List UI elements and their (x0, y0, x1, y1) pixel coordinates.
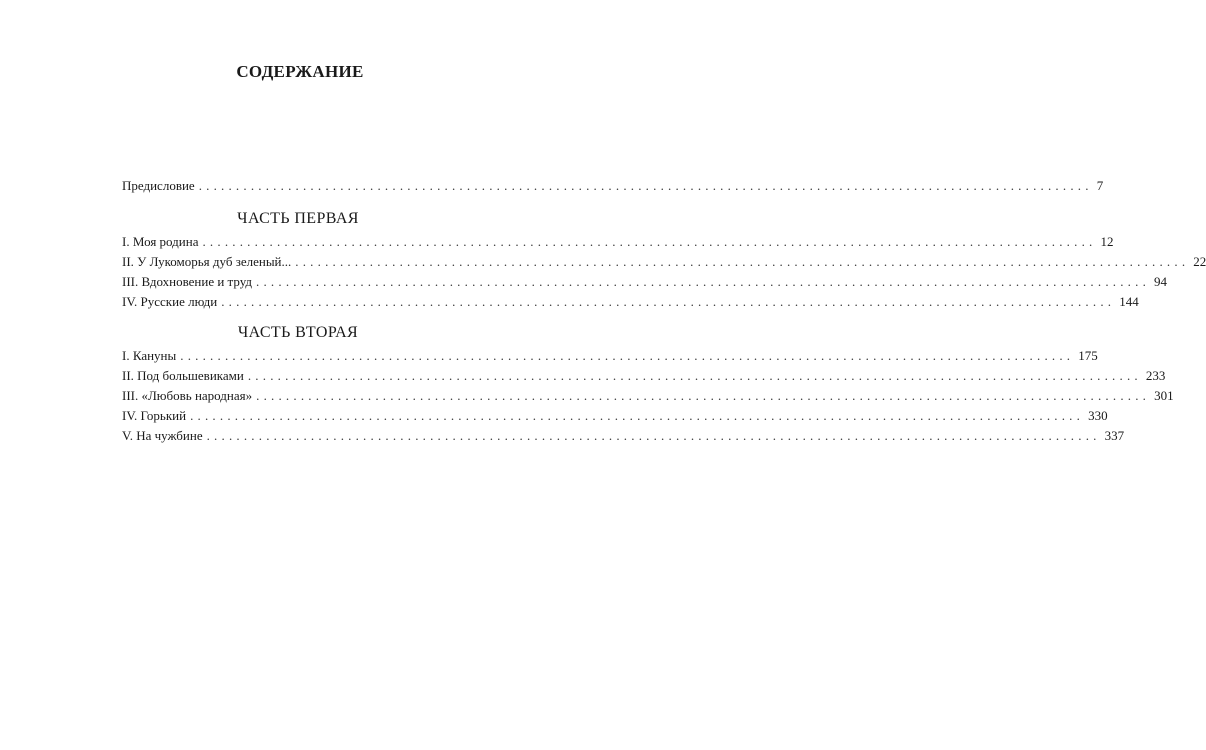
dot-leader: ........................................................................................................................ (221, 294, 1116, 309)
toc-entry (122, 386, 1174, 406)
toc-entry-label: V. На чужбине (122, 428, 203, 443)
toc-entry-page: 144 (1119, 294, 1139, 309)
dot-leader: ........................................................................................................................ (256, 274, 1151, 289)
toc-entry-page: 12 (1100, 234, 1114, 249)
toc-entry-page: 337 (1104, 428, 1125, 443)
toc-entry (122, 232, 1114, 252)
toc-entry (122, 346, 1098, 366)
toc-entry-label: Предисловие (122, 178, 195, 193)
toc-entry-label: II. У Лукоморья дуб зеленый... (122, 254, 292, 269)
toc-entry-page: 7 (1096, 178, 1104, 193)
toc-entry-page: 22 (1193, 254, 1206, 269)
dot-leader: ........................................................................................................................ (256, 388, 1151, 403)
toc-entry-label: II. Под большевиками (122, 368, 244, 383)
part-heading-2: ЧАСТЬ ВТОРАЯ (237, 324, 359, 341)
toc-entry-label: III. Вдохновение и труд (122, 274, 253, 289)
toc-entry (122, 272, 1168, 292)
page-title: СОДЕРЖАНИЕ (236, 62, 364, 81)
dot-leader: ........................................................................................................................ (206, 428, 1101, 443)
toc-entry-label: III. «Любовь народная» (122, 388, 253, 403)
toc-entry-label: IV. Горький (122, 408, 187, 423)
toc-entry (122, 366, 1166, 386)
toc-entry-preface (122, 176, 1104, 196)
dot-leader: ........................................................................................................................ (247, 368, 1142, 383)
toc-entry-label: I. Кануны (122, 348, 177, 363)
toc-entry (122, 292, 1139, 312)
dot-leader: ........................................................................................................................ (180, 348, 1075, 363)
toc-entry-page: 330 (1088, 408, 1108, 423)
dot-leader: ........................................................................................................................ (198, 178, 1093, 193)
toc-entry-page: 175 (1078, 348, 1098, 363)
toc-entry (122, 406, 1108, 426)
dot-leader: ........................................................................................................................ (295, 254, 1190, 269)
part-heading-1: ЧАСТЬ ПЕРВАЯ (237, 210, 359, 227)
dot-leader: ........................................................................................................................ (190, 408, 1085, 423)
toc-entry-label: I. Моя родина (122, 234, 199, 249)
toc-entry (122, 426, 1125, 446)
toc-entry-label: IV. Русские люди (122, 294, 218, 309)
toc-entry-page: 233 (1145, 368, 1166, 383)
dot-leader: ........................................................................................................................ (202, 234, 1097, 249)
toc-entry-page: 301 (1154, 388, 1174, 403)
toc-entry-page: 94 (1154, 274, 1168, 289)
toc-entry (122, 252, 1206, 272)
